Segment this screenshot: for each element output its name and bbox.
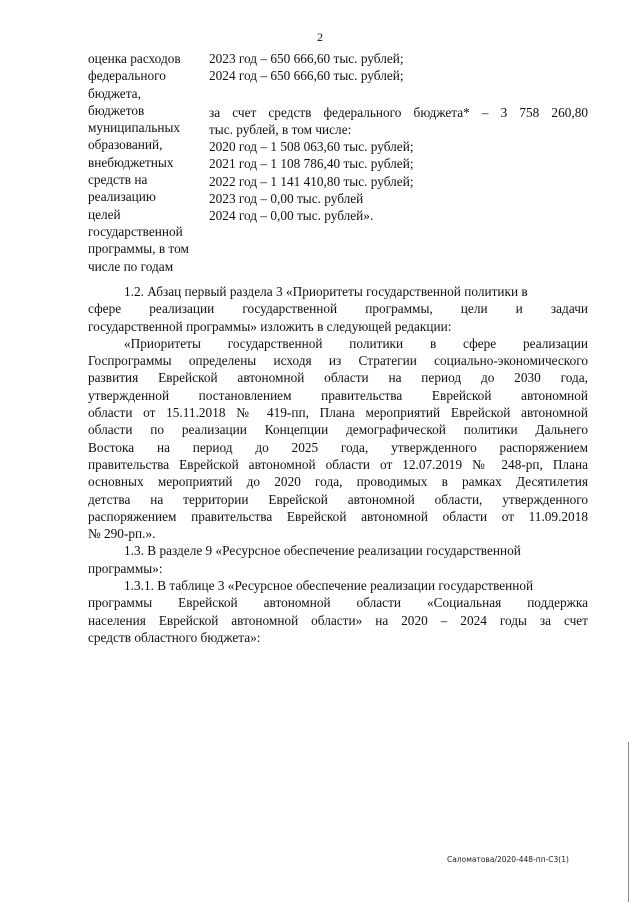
left-line: программы, в том xyxy=(88,241,189,257)
left-line: образований, xyxy=(88,137,163,153)
text-line: области от 15.11.2018 № 419-пп, Плана мероприятий Еврейской автономной xyxy=(88,405,588,421)
text-line: Востока на период до 2025 года, утвержденного распоряжением xyxy=(88,439,588,455)
year-amount: 2022 год – 1 141 410,80 тыс. рублей; xyxy=(209,173,414,189)
left-line: внебюджетных xyxy=(88,154,174,170)
funding-table xyxy=(88,50,588,275)
text-line: «Приоритеты государственной политики в сфере реализации xyxy=(124,335,588,351)
left-line: реализацию xyxy=(88,189,156,205)
left-line: бюджетов xyxy=(88,102,145,118)
paragraph-1-2 xyxy=(88,283,588,335)
left-line: числе по годам xyxy=(88,258,174,274)
text-line: правительства Еврейской автономной области от 12.07.2019 № 248-рп, Плана xyxy=(88,456,588,472)
left-line: целей xyxy=(88,206,121,222)
left-line: федерального xyxy=(88,68,166,84)
year-amount: 2023 год – 0,00 тыс. рублей xyxy=(209,191,364,207)
table-left-column xyxy=(88,50,209,275)
text-line: Госпрограммы определены исходя из Стратегии социально-экономического xyxy=(88,353,588,369)
text-line: основных мероприятий до 2020 года, проводимых в рамках Десятилетия xyxy=(88,474,588,490)
document-body xyxy=(88,283,588,646)
year-amount: 2020 год – 1 508 063,60 тыс. рублей; xyxy=(209,139,414,155)
text-line: сфере реализации государственной программы, цели и задачи xyxy=(88,301,588,317)
text-line: 1.2. Абзац первый раздела 3 «Приоритеты государственной политики в xyxy=(124,284,528,299)
text-line: утвержденной постановлением правительства Еврейской автономной xyxy=(88,387,588,403)
page-number: 2 xyxy=(317,30,323,44)
left-line: средств на xyxy=(88,172,148,188)
text-line: развития Еврейской автономной области на период до 2030 года, xyxy=(88,370,588,386)
text-line: государственной программы» изложить в следующей редакции: xyxy=(88,318,452,334)
scan-edge-line xyxy=(628,742,629,902)
paragraph-1-3 xyxy=(88,542,588,577)
table-right-column xyxy=(209,50,588,275)
text-line: № 290-рп.». xyxy=(88,526,156,542)
federal-total-cont: тыс. рублей, в том числе: xyxy=(209,121,352,137)
text-line: 1.3. В разделе 9 «Ресурсное обеспечение реализации государственной xyxy=(124,543,521,559)
year-amount: 2023 год – 650 666,60 тыс. рублей; xyxy=(209,51,404,66)
text-line: области по реализации Концепции демографической политики Дальнего xyxy=(88,422,588,438)
year-amount: 2024 год – 650 666,60 тыс. рублей; xyxy=(209,68,404,84)
left-line: бюджета, xyxy=(88,85,141,101)
text-line: программы Еврейской автономной области «Социальная поддержка xyxy=(88,595,588,611)
text-line: населения Еврейской автономной области» на 2020 – 2024 годы за счет xyxy=(88,612,588,628)
left-line: государственной xyxy=(88,223,183,239)
text-line: распоряжением правительства Еврейской автономной области от 11.09.2018 xyxy=(88,508,588,524)
paragraph-priorities xyxy=(88,335,588,543)
left-line: оценка расходов xyxy=(88,51,181,66)
text-line: детства на территории Еврейской автономной области, утвержденного xyxy=(88,491,588,507)
left-line: муниципальных xyxy=(88,120,181,136)
year-amount: 2021 год – 1 108 786,40 тыс. рублей; xyxy=(209,156,414,172)
federal-total: за счет средств федерального бюджета* – 3 758 260,80 xyxy=(209,104,588,120)
text-line: программы»: xyxy=(88,560,163,576)
paragraph-1-3-1 xyxy=(88,577,588,646)
text-line: средств областного бюджета»: xyxy=(88,629,261,645)
text-line: 1.3.1. В таблице 3 «Ресурсное обеспечение реализации государственной xyxy=(124,578,534,594)
year-amount: 2024 год – 0,00 тыс. рублей». xyxy=(209,208,374,224)
document-footer-code: Саломатова/2020-448-пп-С3(1) xyxy=(447,855,569,864)
